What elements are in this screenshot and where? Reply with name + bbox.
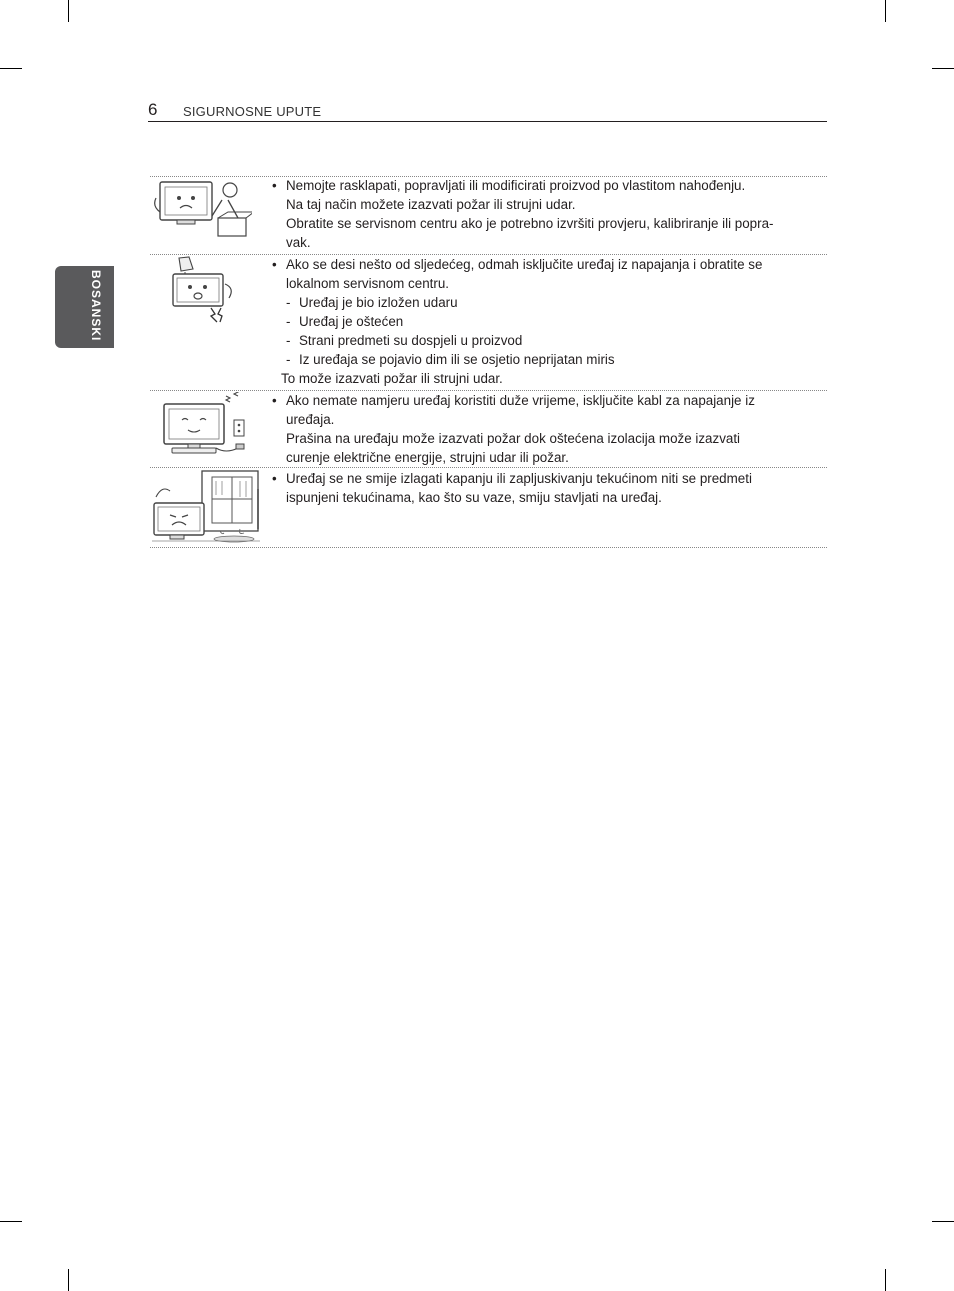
language-tab-label: BOSANSKI [89,270,103,342]
bullet-marker: • [272,178,277,193]
row-divider [150,547,827,548]
crop-mark [932,68,954,69]
instruction-text: Prašina na uređaju može izazvati požar dok oštećena izolacija može izazvati [286,431,741,446]
bullet-marker: • [272,393,277,408]
dash-marker: - [286,314,291,329]
unplug-illustration [160,392,252,458]
instruction-text: ispunjeni tekućinama, kao što su vaze, smiju stavljati na uređaj. [286,490,662,505]
instruction-damage [272,255,822,388]
instruction-text: Nemojte rasklapati, popravljati ili modificirati proizvod po vlastitom nahođenju. [286,178,746,193]
instruction-text: Na taj način možete izazvati požar ili strujni udar. [286,197,576,212]
sub-item: - Iz uređaja se pojavio dim ili se osjetio neprijatan miris [286,352,615,367]
crop-mark [885,1269,886,1291]
crop-mark [68,0,69,22]
instruction-text: uređaja. [286,412,335,427]
instruction-text: Ako nemate namjeru uređaj koristiti duže vrijeme, isključite kabl za napajanje iz [286,393,755,408]
instruction-text: Obratite se servisnom centru ako je potrebno izvršiti provjeru, kalibriranje ili popra- [286,216,774,231]
section-title: SIGURNOSNE UPUTE [183,104,322,119]
dash-marker: - [286,295,291,310]
page-number: 6 [148,100,158,119]
damage-illustration [165,256,240,324]
instruction-text: curenje električne energije, strujni udar ili požar. [286,450,569,465]
crop-mark [68,1269,69,1291]
bullet-marker: • [272,471,277,486]
instruction-footer: To može izazvati požar ili strujni udar. [281,371,503,386]
crop-mark [885,0,886,22]
instruction-disassembly [272,176,822,252]
sub-item: - Uređaj je bio izložen udaru [286,295,458,310]
language-tab [55,266,114,348]
dash-marker: - [286,352,291,367]
row-divider [150,467,827,468]
instruction-unplug [272,391,822,467]
crop-mark [0,68,22,69]
instruction-text: vak. [286,235,311,250]
instruction-text: lokalnom servisnom centru. [286,276,449,291]
crop-mark [0,1221,22,1222]
crop-mark [932,1221,954,1222]
instruction-liquid [272,469,822,507]
instruction-text: Uređaj se ne smije izlagati kapanju ili zapljuskivanju tekućinom niti se predmeti [286,471,752,486]
header-rule [148,121,827,122]
disassembly-illustration [152,178,252,240]
bullet-marker: • [272,257,277,272]
liquid-illustration [150,469,260,547]
sub-item: - Strani predmeti su dospjeli u proizvod [286,333,523,348]
dash-marker: - [286,333,291,348]
sub-item: - Uređaj je oštećen [286,314,404,329]
instruction-text: Ako se desi nešto od sljedećeg, odmah isključite uređaj iz napajanja i obratite se [286,257,763,272]
